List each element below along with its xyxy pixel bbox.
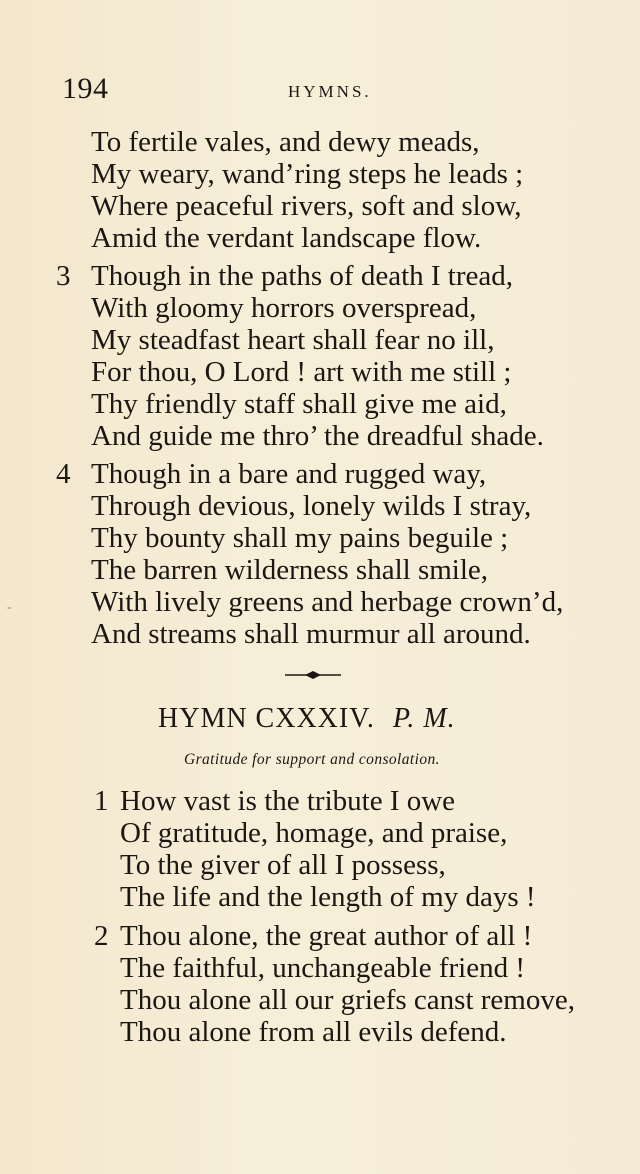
hymn-title bbox=[158, 703, 456, 735]
verse-line: And guide me thro’ the dreadful shade. bbox=[91, 420, 544, 452]
margin-mark: - bbox=[7, 600, 12, 615]
verse-line: Thy bounty shall my pains beguile ; bbox=[91, 522, 509, 554]
stanza-number: 3 bbox=[56, 260, 71, 292]
verse-line: Thou alone from all evils defend. bbox=[120, 1016, 507, 1048]
stanza-number: 4 bbox=[56, 458, 71, 490]
verse-line: And streams shall murmur all around. bbox=[91, 618, 531, 650]
hymn-subtitle: Gratitude for support and consolation. bbox=[184, 751, 440, 768]
verse-line: Of gratitude, homage, and praise, bbox=[120, 817, 508, 849]
verse-line: With lively greens and herbage crown’d, bbox=[91, 586, 564, 618]
page-number: 194 bbox=[62, 72, 109, 105]
verse-line: Thou alone all our griefs canst remove, bbox=[120, 984, 575, 1016]
verse-line bbox=[56, 458, 616, 490]
verse-line: The barren wilderness shall smile, bbox=[91, 554, 489, 586]
verse-line: Through devious, lonely wilds I stray, bbox=[91, 490, 532, 522]
verse-line: Amid the verdant landscape flow. bbox=[91, 222, 482, 254]
stanza-number: 1 bbox=[94, 785, 109, 817]
stanza-4 bbox=[56, 458, 616, 650]
verse-line: Thy friendly staff shall give me aid, bbox=[91, 388, 507, 420]
ornament-divider-icon bbox=[283, 665, 343, 685]
verse-line bbox=[94, 920, 640, 952]
running-head: HYMNS. bbox=[288, 82, 372, 101]
verse-line: With gloomy horrors overspread, bbox=[91, 292, 477, 324]
verse-text: How vast is the tribute I owe bbox=[120, 785, 456, 817]
hymn-stanza-2 bbox=[94, 920, 640, 1048]
continued-stanza bbox=[56, 126, 616, 254]
verse-line: To fertile vales, and dewy meads, bbox=[91, 126, 480, 158]
verse-text: Though in the paths of death I tread, bbox=[91, 260, 513, 292]
verse-line bbox=[94, 785, 640, 817]
verse-line: My steadfast heart shall fear no ill, bbox=[91, 324, 495, 356]
hymn-number: HYMN CXXXIV. bbox=[158, 703, 375, 734]
verse-text: Though in a bare and rugged way, bbox=[91, 458, 487, 490]
verse-line: To the giver of all I possess, bbox=[120, 849, 446, 881]
hymn-stanza-1 bbox=[94, 785, 640, 913]
verse-line: The life and the length of my days ! bbox=[120, 881, 536, 913]
verse-line: Where peaceful rivers, soft and slow, bbox=[91, 190, 522, 222]
page-header bbox=[62, 72, 582, 108]
verse-line: My weary, wand’ring steps he leads ; bbox=[91, 158, 524, 190]
verse-line: For thou, O Lord ! art with me still ; bbox=[91, 356, 512, 388]
verse-line: The faithful, unchangeable friend ! bbox=[120, 952, 526, 984]
verse-text: Thou alone, the great author of all ! bbox=[120, 920, 533, 952]
stanza-number: 2 bbox=[94, 920, 109, 952]
stanza-3 bbox=[56, 260, 616, 452]
hymn-meter: P. M. bbox=[392, 703, 456, 734]
verse-line bbox=[56, 260, 616, 292]
